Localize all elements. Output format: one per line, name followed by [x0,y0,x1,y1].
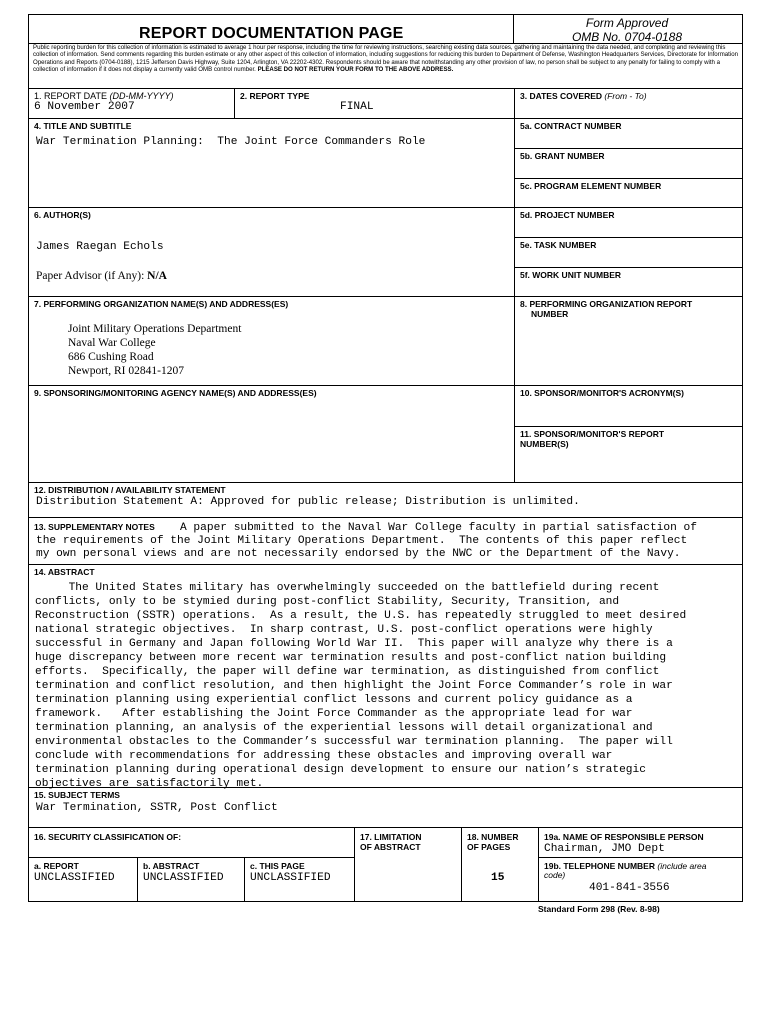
this-page-class-value: UNCLASSIFIED [250,872,331,884]
limitation-cell [354,827,462,902]
program-element-label: 5c. PROGRAM ELEMENT NUMBER [520,181,662,191]
supplementary-line-3: my own personal views and are not necessarily endorsed by the NWC or the Department of the Navy. [36,548,681,560]
paper-advisor-label: Paper Advisor (if Any): [36,270,145,282]
performing-report-label: 8. PERFORMING ORGANIZATION REPORT [520,299,693,309]
abstract-class-cell [137,857,245,902]
sponsor-report-cell [514,426,743,483]
report-class-label: a. REPORT [34,861,79,871]
number-of-pages-cell [461,827,539,902]
omb-number: OMB No. 0704-0188 [571,30,683,44]
telephone-hint: (include area [657,861,707,871]
telephone-cell [538,857,743,902]
contract-label: 5a. CONTRACT NUMBER [520,121,622,131]
telephone-label-text: 19b. TELEPHONE NUMBER [544,861,655,871]
form-approved [513,16,742,44]
subject-terms-cell [28,787,743,828]
limitation-label: 17. LIMITATION [360,832,422,842]
task-number-cell [514,237,743,268]
report-documentation-form [28,14,743,902]
this-page-class-cell [244,857,355,902]
title-value: War Termination Planning: The Joint Force Commanders Role [36,136,426,148]
contract-cell [514,118,743,149]
pages-value: 15 [491,872,505,884]
omb-box [513,14,743,44]
org-line-2: Naval War College [68,337,156,349]
performing-org-label: 7. PERFORMING ORGANIZATION NAME(S) AND ADDRESS(ES) [34,299,289,309]
org-line-4: Newport, RI 02841-1207 [68,365,184,377]
performing-report-cell [514,296,743,386]
abstract-class-value: UNCLASSIFIED [143,872,224,884]
sponsor-agency-cell [28,385,515,483]
telephone-hint-2: code) [544,870,566,880]
abstract-class-label: b. ABSTRACT [143,861,200,871]
grant-label: 5b. GRANT NUMBER [520,151,605,161]
burden-box [28,43,743,89]
subject-terms-value: War Termination, SSTR, Post Conflict [36,802,278,814]
dates-covered-hint: (From - To) [604,91,647,101]
supplementary-line-2: the requirements of the Joint Military Operations Department. The contents of this paper reflect [36,535,688,547]
sponsor-report-label: 11. SPONSOR/MONITOR'S REPORT [520,429,665,439]
standard-form-footer: Standard Form 298 (Rev. 8-98) [538,904,660,914]
report-class-cell [28,857,138,902]
dates-covered-label-text: 3. DATES COVERED [520,91,603,101]
burden-warning: PLEASE DO NOT RETURN YOUR FORM TO THE ABOVE ADDRESS. [257,66,454,74]
this-page-class-label: c. THIS PAGE [250,861,305,871]
grant-cell [514,148,743,179]
report-class-value: UNCLASSIFIED [34,872,115,884]
work-unit-label: 5f. WORK UNIT NUMBER [520,270,622,280]
subject-terms-label: 15. SUBJECT TERMS [34,790,120,800]
project-number-label: 5d. PROJECT NUMBER [520,210,615,220]
supplementary-notes-cell [28,517,743,565]
authors-cell [28,207,515,297]
burden-statement: Public reporting burden for this collection of information is estimated to average 1 hour per response, including the time for reviewing instructions, searching existing data sources, gathering and maintaining the data needed, and completing and reviewing this collection of information. Send comments regarding this burden estimate or any other aspect of this collection of information, including suggestions for reducing this burden to Department of Defense, Washington Headquarters Services, Directorate for Information Operations and Reports (0704-0188), 1215 Jefferson Davis Highway, Suite 1204, Arlington, VA 22202-4302. Respondents should be aware that notwithstanding any other provision of law, no person shall be subject to any penalty for failing to comply with a collection of information if it does not display a currently valid OMB control number. [33,44,738,74]
sponsor-acronym-label: 10. SPONSOR/MONITOR'S ACRONYM(S) [520,388,685,398]
authors-label: 6. AUTHOR(S) [34,210,91,220]
distribution-value: Distribution Statement A: Approved for public release; Distribution is unlimited. [36,496,580,508]
page-title: REPORT DOCUMENTATION PAGE [139,25,404,42]
sponsor-agency-label: 9. SPONSORING/MONITORING AGENCY NAME(S) AND ADDRESS(ES) [34,388,317,398]
distribution-label: 12. DISTRIBUTION / AVAILABILITY STATEMENT [34,485,226,495]
responsible-person-cell [538,827,743,858]
task-number-label: 5e. TASK NUMBER [520,240,597,250]
sponsor-report-label-2: NUMBER(S) [520,439,569,449]
header-title-box [28,14,514,44]
report-date-format: (DD-MM-YYYY) [109,91,174,101]
title-cell [28,118,515,208]
dates-covered-label [520,91,647,101]
performing-report-label-2: NUMBER [531,309,569,319]
pages-label-2: OF PAGES [467,842,511,852]
responsible-person-value: Chairman, JMO Dept [544,843,665,855]
telephone-value: 401-841-3556 [589,882,670,894]
form-approved-text: Form Approved [585,16,669,30]
security-class-cell [28,827,355,858]
supplementary-label: 13. SUPPLEMENTARY NOTES [34,522,155,532]
report-date-label-text: 1. REPORT DATE [34,91,108,101]
project-number-cell [514,207,743,238]
title-label: 4. TITLE AND SUBTITLE [34,121,132,131]
report-date-value: 6 November 2007 [34,101,135,113]
distribution-cell [28,482,743,518]
work-unit-cell [514,267,743,297]
report-type-value: FINAL [340,101,374,113]
sponsor-acronym-cell [514,385,743,427]
report-type-cell [234,88,515,119]
paper-advisor-value: N/A [147,270,167,282]
security-class-label: 16. SECURITY CLASSIFICATION OF: [34,832,182,842]
paper-advisor [36,269,167,283]
abstract-label: 14. ABSTRACT [34,567,95,577]
performing-org-cell [28,296,515,386]
responsible-person-label: 19a. NAME OF RESPONSIBLE PERSON [544,832,704,842]
report-type-label: 2. REPORT TYPE [240,91,310,101]
supplementary-line-1: A paper submitted to the Naval War College faculty in partial satisfaction of [180,522,697,534]
limitation-label-2: OF ABSTRACT [360,842,421,852]
report-date-cell [28,88,235,119]
org-line-1: Joint Military Operations Department [68,323,242,335]
author-name: James Raegan Echols [36,241,164,253]
org-line-3: 686 Cushing Road [68,351,154,363]
abstract-text: The United States military has overwhelmingly succeeded on the battlefield during recent conflicts, only to be stymied during post-conflict Stability, Security, Transition, and Reconstruction (SSTR) operations. As a result, the U.S. has repeatedly struggled to meet desired national strategic objectives. In sharp contrast, U.S. post-conflict operations were highly successful in Germany and Japan following World War II. This paper will analyze why there is a huge discrepancy between more recent war termination results and post-conflict nation building efforts. Specifically, the paper will define war termination, as distinguished from conflict termination and conflict resolution, and then highlight the Joint Force Commander’s role in war termination planning using experiential conflict lessons and current policy guidance as a framework. After establishing the Joint Force Commander as the appropriate lead for war termination planning, an analysis of the experiential lessons will detail organizational and environmental obstacles to the Commander’s successful war termination planning. The paper will conclude with recommendations for addressing these obstacles and improving overall war termination planning during operational design development to ensure our nation’s strategic objectives are satisfactorily met. [35,582,687,790]
pages-label: 18. NUMBER [467,832,519,842]
telephone-label [544,861,707,871]
program-element-cell [514,178,743,208]
dates-covered-cell [514,88,743,119]
